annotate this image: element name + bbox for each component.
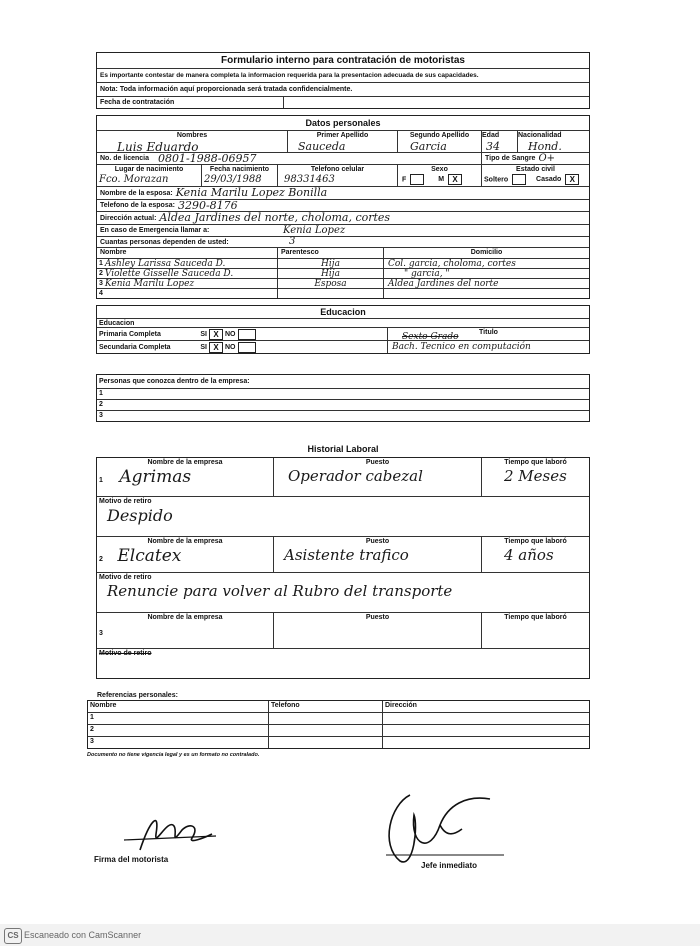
ref-direccion-cell[interactable]: [382, 737, 589, 748]
dep-parentesco[interactable]: Hija: [277, 259, 383, 268]
job-tiempo[interactable]: 4 años: [504, 546, 554, 564]
puesto-label: Puesto: [365, 614, 390, 621]
historial-heading: Historial Laboral: [307, 444, 379, 454]
table-row: [88, 724, 589, 736]
primer-apellido-label: Primer Apellido: [316, 132, 369, 139]
table-row: [97, 288, 589, 298]
sexo-label: Sexo: [431, 166, 448, 173]
personal-section: [96, 115, 590, 299]
personas-section: [96, 374, 590, 422]
job-row: [97, 458, 589, 496]
telefono-label: Telefono celular: [310, 166, 365, 173]
motivo-label: Motivo de retiro: [99, 574, 152, 581]
emergencia-value[interactable]: Kenia Lopez: [283, 225, 346, 236]
education-label: Educacion: [99, 320, 135, 327]
motivo-label: Motivo de retiro: [99, 650, 152, 657]
job-num: 2: [99, 556, 103, 563]
jefe-inmediato-label: Jefe inmediato: [421, 861, 478, 870]
lugar-nac-value[interactable]: Fco. Morazan: [99, 174, 169, 185]
sexo-f-label: F: [402, 176, 407, 184]
motivo-label: Motivo de retiro: [99, 498, 152, 505]
puesto-label: Puesto: [365, 459, 390, 466]
dependen-label: Cuantas personas dependen de usted:: [100, 239, 229, 246]
dep-nombre[interactable]: Violette Gisselle Sauceda D.: [104, 269, 234, 278]
dep-nombre[interactable]: Ashley Larissa Sauceda D.: [104, 259, 226, 268]
personas-label: Personas que conozca dentro de la empresa:: [99, 378, 250, 385]
secundaria-si-label: SI: [200, 343, 207, 351]
education-section: [96, 305, 590, 354]
casado-label: Casado: [536, 176, 562, 184]
dep-parentesco[interactable]: Esposa: [277, 279, 383, 288]
table-row: [88, 736, 589, 748]
emergencia-label: En caso de Emergencia llamar a:: [100, 227, 210, 234]
soltero-label: Soltero: [484, 176, 509, 184]
dependen-value[interactable]: 3: [289, 236, 296, 247]
direccion-label: Dirección actual:: [100, 215, 157, 222]
ref-nombre-header: Nombre: [90, 702, 117, 709]
dep-domicilio[interactable]: Aldea Jardines del norte: [383, 279, 589, 288]
primaria-no-checkbox[interactable]: [238, 329, 256, 340]
dep-num: 4: [99, 290, 103, 297]
tipo-sangre-value[interactable]: O+: [538, 153, 556, 164]
job-empresa[interactable]: Agrimas: [119, 467, 192, 487]
camscanner-text: Escaneado con CamScanner: [24, 930, 142, 940]
licencia-label: No. de licencia: [100, 155, 150, 162]
ref-direccion-cell[interactable]: [382, 713, 589, 724]
ref-telefono-header: Telefono: [268, 701, 382, 712]
ref-num: 2: [90, 726, 94, 733]
puesto-label: Puesto: [365, 538, 390, 545]
job-row: [97, 612, 589, 648]
ref-direccion-header: Dirección: [382, 701, 589, 712]
ref-direccion-cell[interactable]: [382, 725, 589, 736]
direccion-value[interactable]: Aldea Jardines del norte, choloma, cortes: [159, 211, 391, 224]
secundaria-label: Secundaria Completa: [99, 343, 171, 351]
table-row: [97, 268, 589, 278]
disclaimer: Documento no tiene vigencia legal y es un formato no contralado.: [87, 752, 260, 758]
ref-num: 3: [90, 738, 94, 745]
dep-nombre-header: Nombre: [100, 249, 127, 256]
fecha-label: Fecha de contratación: [100, 99, 175, 106]
lugar-nac-label: Lugar de nacimiento: [114, 166, 184, 173]
dep-num: 3: [99, 280, 103, 287]
job-motivo[interactable]: Renuncie para volver al Rubro del transporte: [107, 582, 453, 600]
table-row: [97, 258, 589, 268]
secundaria-no-checkbox[interactable]: [238, 342, 256, 353]
esposa-value[interactable]: Kenia Marilu Lopez Bonilla: [175, 186, 328, 199]
job-num: 1: [99, 477, 103, 484]
sexo-f-checkbox[interactable]: [410, 174, 424, 185]
dep-parentesco[interactable]: Hija: [277, 269, 383, 278]
secundaria-no-label: NO: [225, 343, 236, 351]
sexo-m-checkbox[interactable]: X: [448, 174, 462, 185]
job-row: [97, 536, 589, 572]
form-title: Formulario interno para contratación de motoristas: [221, 55, 465, 66]
fecha-field[interactable]: [283, 97, 589, 108]
firma-motorista-label: Firma del motorista: [94, 855, 169, 864]
titulo-label: Titulo: [479, 329, 498, 336]
nacionalidad-value[interactable]: Hond.: [528, 140, 562, 152]
ref-telefono-cell[interactable]: [268, 713, 382, 724]
camscanner-logo: CS: [4, 928, 22, 944]
dep-parentesco-header: Parentesco: [277, 248, 383, 258]
education-heading: Educacion: [320, 307, 366, 317]
tiempo-label: Tiempo que laboró: [504, 538, 567, 545]
telefono-value[interactable]: 98331463: [284, 174, 335, 185]
primaria-si-checkbox[interactable]: X: [209, 329, 223, 340]
fecha-nac-value[interactable]: 29/03/1988: [204, 174, 262, 185]
tiempo-label: Tiempo que laboró: [504, 459, 567, 466]
dep-domicilio[interactable]: Col. garcia, choloma, cortes: [383, 259, 589, 268]
table-row: [97, 278, 589, 288]
confidential-note: Nota: Toda información aquí proporcionada será tratada confidencialmente.: [97, 82, 589, 96]
esposa-label: Nombre de la esposa:: [100, 190, 173, 197]
segundo-apellido-value[interactable]: Garcia: [410, 140, 447, 152]
ref-telefono-cell[interactable]: [268, 725, 382, 736]
sexo-m-label: M: [438, 176, 445, 184]
nacionalidad-label: Nacionalidad: [518, 132, 562, 139]
secundaria-titulo[interactable]: Bach. Tecnico en computación: [387, 341, 589, 353]
primaria-si-label: SI: [200, 330, 207, 338]
dep-domicilio-header: Domicilio: [383, 248, 589, 258]
form-header: [96, 52, 590, 109]
list-item[interactable]: 2: [97, 399, 589, 410]
primer-apellido-value[interactable]: Sauceda: [298, 140, 346, 152]
soltero-checkbox[interactable]: [512, 174, 526, 185]
fecha-nac-label: Fecha nacimiento: [209, 166, 270, 173]
tel-esposa-value[interactable]: 3290-8176: [177, 199, 238, 212]
nombres-label: Nombres: [176, 132, 208, 139]
referencias-section: [87, 700, 590, 749]
dep-nombre[interactable]: Kenia Marilu Lopez: [104, 279, 195, 288]
job-puesto[interactable]: Asistente trafico: [284, 546, 409, 564]
hiring-form: [87, 52, 590, 760]
empresa-label: Nombre de la empresa: [147, 614, 223, 621]
primaria-label: Primaria Completa: [99, 330, 161, 338]
nombres-value[interactable]: Luis Eduardo: [117, 140, 199, 152]
dep-num: 2: [99, 270, 103, 277]
list-item[interactable]: 3: [97, 410, 589, 421]
job-tiempo[interactable]: 2 Meses: [504, 467, 567, 485]
primaria-titulo[interactable]: Sexto Grado: [402, 332, 459, 340]
motorista-signature: [120, 800, 220, 860]
ref-telefono-cell[interactable]: [268, 737, 382, 748]
edad-value[interactable]: 34: [486, 140, 500, 152]
licencia-value[interactable]: 0801-1988-06957: [158, 152, 257, 165]
job-puesto[interactable]: Operador cabezal: [288, 467, 423, 485]
edad-label: Edad: [482, 132, 500, 139]
dep-domicilio[interactable]: " garcia, ": [383, 269, 589, 278]
tiempo-label: Tiempo que laboró: [504, 614, 567, 621]
personal-heading: Datos personales: [305, 118, 381, 128]
intro-text: Es importante contestar de manera completa la informacion requerida para la presentacion adecuada de sus capacidades.: [97, 68, 589, 82]
dep-num: 1: [99, 260, 103, 267]
estado-civil-label: Estado civil: [516, 166, 555, 173]
scanner-footer: [0, 924, 700, 946]
dep-domicilio[interactable]: [383, 289, 589, 298]
job-motivo[interactable]: Despido: [107, 506, 173, 525]
table-row: [88, 712, 589, 724]
job-empresa[interactable]: Elcatex: [117, 546, 182, 566]
dep-parentesco[interactable]: [277, 289, 383, 298]
list-item[interactable]: 1: [97, 388, 589, 399]
job-num: 3: [99, 630, 103, 637]
casado-checkbox[interactable]: X: [565, 174, 579, 185]
referencias-label: Referencias personales:: [97, 692, 178, 699]
empresa-label: Nombre de la empresa: [147, 538, 223, 545]
primaria-no-label: NO: [225, 330, 236, 338]
segundo-apellido-label: Segundo Apellido: [409, 132, 470, 139]
historial-section: [96, 457, 590, 679]
ref-num: 1: [90, 714, 94, 721]
empresa-label: Nombre de la empresa: [147, 459, 223, 466]
secundaria-si-checkbox[interactable]: X: [209, 342, 223, 353]
tipo-sangre-label: Tipo de Sangre: [485, 155, 536, 162]
tel-esposa-label: Telefono de la esposa:: [100, 202, 175, 209]
